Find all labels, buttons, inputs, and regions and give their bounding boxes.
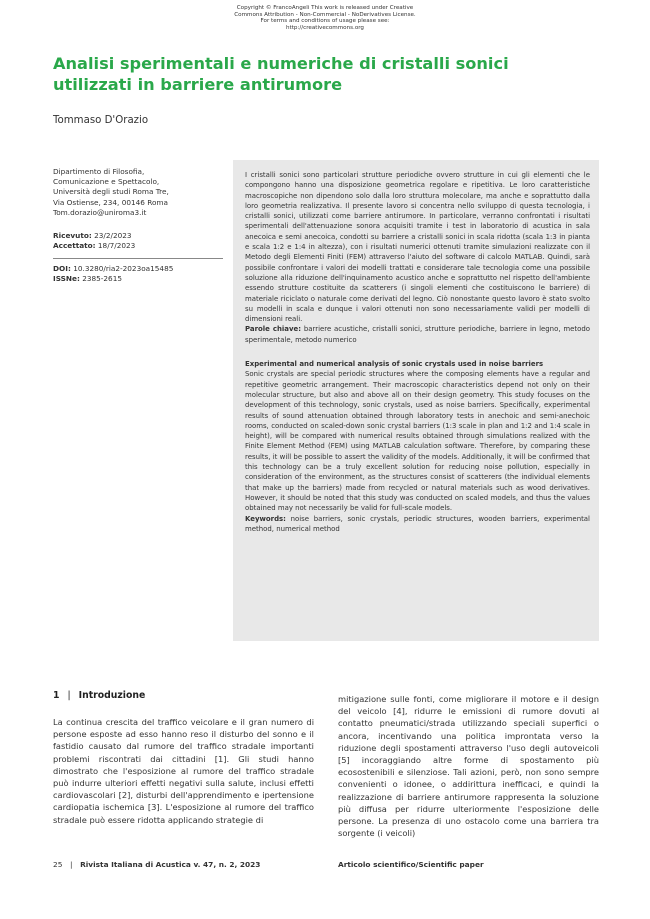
footer-separator: | bbox=[69, 860, 73, 869]
copyright-notice bbox=[0, 5, 650, 31]
accepted-label: Accettato: bbox=[53, 241, 96, 251]
author-name: Tommaso D'Orazio bbox=[53, 115, 149, 126]
section-heading bbox=[53, 690, 145, 701]
received-date bbox=[53, 231, 223, 241]
doi-value[interactable]: 10.3280/ria2-2023oa15485 bbox=[73, 264, 174, 273]
affiliation-line: Università degli studi Roma Tre, bbox=[53, 187, 169, 197]
body-column-right: mitigazione sulle fonti, come migliorare il motore e il design del veicolo [4], ridurre le emissioni di rumore dovuti al contatto pneumatici/strada utilizzando speciali superfici o ancora, incentivando una politica improntata verso la riduzione degli spostamenti attraverso l'uso degli autoveicoli [5] incoraggiando altre forme di spostamento più ecosostenibili e silenziose. Tali azioni, però, non sono sempre convenienti o idonee, o addirittura inefficaci, e quindi la realizzazione di barriere antirumore rappresenta la soluzione più diffusa per ridurre ulteriormente l'esposizione delle persone. La presenza di uno ostacolo come una barriera tra sorgente (i veicoli) bbox=[338, 694, 599, 839]
affiliation-line: Via Ostiense, 234, 00146 Roma bbox=[53, 197, 169, 207]
copyright-line: For terms and conditions of usage please see: bbox=[260, 18, 390, 25]
keywords-english-text: noise barriers, sonic crystals, periodic structures, wooden barriers, experimental method, numerical method bbox=[245, 514, 590, 533]
author-email[interactable]: Tom.dorazio@uniroma3.it bbox=[53, 207, 147, 217]
page-number: 25 bbox=[53, 860, 63, 869]
article-dates bbox=[53, 231, 223, 251]
affiliation-line: Comunicazione e Spettacolo, bbox=[53, 177, 160, 187]
footer-article-type: Articolo scientifico/Scientific paper bbox=[338, 860, 484, 869]
doi-label: DOI: bbox=[53, 264, 71, 273]
section-title: Introduzione bbox=[78, 690, 146, 701]
footer-journal bbox=[53, 860, 260, 869]
body-column-left: La continua crescita del traffico veicolare e il gran numero di persone esposte ad esso hanno reso il disturbo del sonno e il fastidio causato dal rumore del traffico stradale importanti problemi riscontrati dai cittadini [1]. Gli studi hanno dimostrato che l'esposizione al rumore del traffico stradale può indurre ulteriori effetti negativi sulla salute, inclusi effetti cardiovascolari [2], disturbi dell'apprendimento e ipertensione cardiopatia ischemica [3]. L'esposizione al rumore del traffico stradale può essere ridotta applicando strategie di bbox=[53, 717, 314, 825]
keywords-italian bbox=[245, 324, 590, 345]
section-separator: | bbox=[67, 690, 71, 701]
abstract-english: Sonic crystals are special periodic structures where the composing elements have a regular and repetitive geometric arrangement. Their macroscopic characteristics depend not only on their molecular structure, but also and above all on their design geometry. This study focuses on the development of this technology, sonic crystals, used as noise barriers. Specifically, experimental results of sound attenuation obtained through laboratory tests in anechoic and semi-anechoic rooms, conducted on scaled-down sonic crystal barriers (1:3 scale in plan and 1:2 and 1:4 scale in height), will be compared with numerical results obtained through simulations realized with the Finite Element Method (FEM) using MATLAB calculation software. Therefore, by comparing these results, it will be possible to assert the validity of the models. Additionally, it will be confirmed that this technology can be a truly excellent solution for reducing noise pollution, especially in consideration of the environment, as the structures consist of scatterers (the individual elements that make up the barriers) made from recycled or natural materials such as wood derivatives. However, it should be noted that this study was conducted on scaled models, and thus the values obtained may not necessarily be valid for full-scale models. bbox=[245, 370, 590, 513]
accepted-value: 18/7/2023 bbox=[97, 241, 136, 251]
keywords-english bbox=[245, 514, 590, 535]
accepted-date bbox=[53, 241, 223, 251]
keywords-italian-text: barriere acustiche, cristalli sonici, strutture periodiche, barriere in legno, metodo sperimentale, metodo numerico bbox=[245, 325, 590, 344]
keywords-english-label: Keywords: bbox=[245, 514, 286, 523]
copyright-line: Copyright © FrancoAngeli This work is released under Creative bbox=[236, 5, 414, 11]
copyright-line: Commons Attribution - Non-Commercial - NoDerivatives License. bbox=[234, 11, 416, 18]
article-identifiers bbox=[53, 264, 223, 284]
doi bbox=[53, 264, 223, 274]
issn-value: 2385-2615 bbox=[82, 274, 122, 284]
abstract-italian: I cristalli sonici sono particolari strutture periodiche ovvero strutture in cui gli elementi che le compongono hanno una disposizione geometrica regolare e ripetitiva. Le loro caratteristiche macroscopiche non dipendono solo dalla loro struttura molecolare, ma anche e soprattutto dalla loro geometria realizzativa. Il presente lavoro si concentra nello sviluppo di questa tecnologia, i cristalli sonici, utilizzati come barriere antirumore. In particolare, verranno confrontati i risultati sperimentali dell'attenuazione sonora acquisiti tramite i test in laboratorio di acustica in sala anecoica e semi anecoica, condotti su barriere a cristalli sonici in scala ridotta (scala 1:3 in pianta e scala 1:2 e 1:4 in altezza), con i risultati numerici ottenuti tramite simulazioni realizzate con il Metodo degli Elementi Finiti (FEM) attraverso l'aiuto del software di calcolo MATLAB. Quindi, sarà possibile confrontare i valori dei modelli trattati e considerare tale tecnologia come una possibile soluzione alla riduzione dell'inquinamento acustico anche e soprattutto nel rispetto dell'ambiente essendo strutture costituite da scatterers (i singoli elementi che costituiscono le barriere) di materiale riciclato o naturale come derivati del legno. Ciò nonostante questo lavoro è stato svolto su modelli in scala e dunque i valori ottenuti non sono necessariamente validi per modelli di dimensioni reali. bbox=[245, 171, 590, 324]
issn bbox=[53, 274, 223, 284]
received-value: 23/2/2023 bbox=[94, 231, 132, 240]
keywords-italian-label: Parole chiave: bbox=[245, 325, 301, 334]
affiliation bbox=[53, 167, 223, 218]
issn-label: ISSNe: bbox=[53, 274, 80, 284]
meta-divider bbox=[53, 258, 223, 259]
copyright-link[interactable]: http://creativecommons.org bbox=[286, 24, 364, 31]
abstract-box bbox=[233, 160, 599, 641]
article-title: Analisi sperimentali e numeriche di cristalli sonici utilizzati in barriere antirumore bbox=[53, 54, 509, 94]
abstract-english-title: Experimental and numerical analysis of sonic crystals used in noise barriers bbox=[245, 360, 544, 369]
received-label: Ricevuto: bbox=[53, 231, 92, 240]
journal-citation: Rivista Italiana di Acustica v. 47, n. 2, 2023 bbox=[80, 860, 261, 869]
affiliation-line: Dipartimento di Filosofia, bbox=[53, 167, 145, 176]
section-number: 1 bbox=[53, 690, 60, 701]
